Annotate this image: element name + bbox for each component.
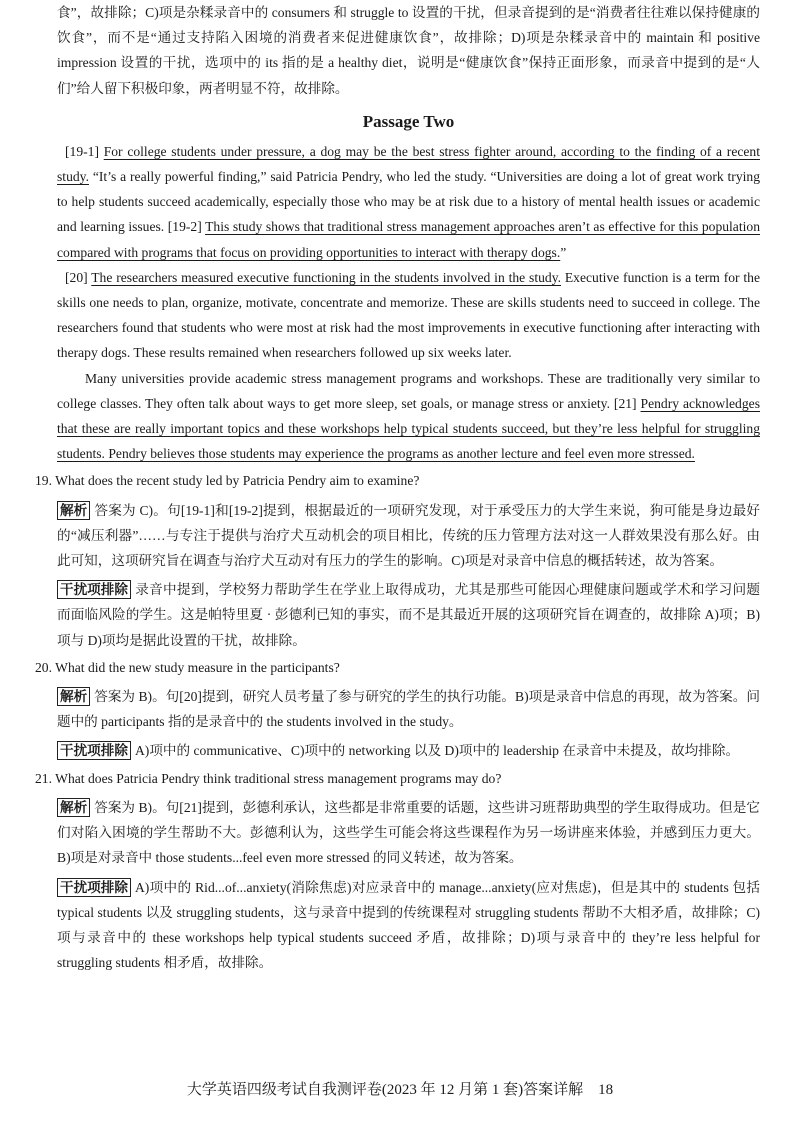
question-19: [35, 468, 760, 652]
distractor-label: 干扰项排除: [57, 580, 131, 599]
analysis-block: [57, 795, 760, 871]
distractor-block: [57, 738, 760, 763]
analysis-label: 解析: [57, 687, 90, 706]
passage-text: Many universities provide academic stress management programs and workshops. These are traditionally very similar to college classes. They often talk about ways to get more sleep, set goals, or manage stress or anxiety. [21]: [57, 370, 760, 411]
underlined-sentence: The researchers measured executive functioning in the students involved in the study.: [91, 269, 562, 285]
sentence-marker: [19-1]: [65, 143, 104, 159]
passage-title: Passage Two: [362, 111, 455, 131]
sentence-marker: [20]: [65, 269, 92, 285]
document-page: [35, 0, 760, 975]
underlined-sentence: Pendry acknowledges that these are really important topics and these workshops help typical students succeed, but they’re less helpful for struggling students. Pendry believes those students may experience the programs as another lecture and feel even more stressed.: [57, 395, 760, 462]
passage-text: Executive function is a term for the skills one needs to plan, organize, motivate, concentrate and memorize. These are skills students need to succeed in college. The researchers found that students who were most at risk had the most improvements in executive functioning after interacting with therapy dogs. These results remained when researchers followed up six weeks later.: [57, 269, 760, 361]
distractor-label: 干扰项排除: [57, 878, 131, 897]
passage-text: ”: [560, 244, 567, 260]
underlined-sentence: For college students under pressure, a dog may be the best stress fighter around, according to the finding of a recent study.: [57, 143, 760, 185]
question-text: 20. What did the new study measure in the participants?: [35, 659, 340, 675]
distractor-text: 录音中提到，学校努力帮助学生在学业上取得成功，尤其是那些可能因心理健康问题或学术和学习问题而面临风险的学生。这是帕特里夏 · 彭德利已知的事实，而不是其最近开展的这项研究旨在调查的，故排除 A)项；B)项与 D)项均是据此设置的干扰，故排除。: [57, 582, 760, 648]
question-text: 21. What does Patricia Pendry think traditional stress management programs may do?: [35, 770, 502, 786]
distractor-text: A)项中的 Rid...of...anxiety(消除焦虑)对应录音中的 manage...anxiety(应对焦虑)，但是其中的 students 包括 typical students 以及 struggling students，这与录音中提到的传统课程对 struggling students 帮助不大相矛盾，故排除；C)项与录音中的 these workshops help typical students succeed 矛盾，故排除；D)项与录音中的 they’re less helpful for struggling students 相矛盾，故排除。: [57, 879, 760, 971]
distractor-label: 干扰项排除: [57, 741, 131, 760]
analysis-text: 答案为 C)。句[19-1]和[19-2]提到，根据最近的一项研究发现，对于承受压力的大学生来说，狗可能是身边最好的“减压利器”……与专注于提供与治疗犬互动机会的项目相比，传统的压力管理方法对这一人群效果没有那么好。由此可知，这项研究旨在调查与治疗犬互动对有压力的学生的影响。C)项是对录音中信息的概括转述，故为答案。: [57, 502, 760, 569]
question-21: [35, 766, 760, 976]
analysis-block: [57, 498, 760, 574]
passage-paragraph-1: [57, 139, 760, 265]
analysis-text: 答案为 B)。句[20]提到，研究人员考量了参与研究的学生的执行功能。B)项是录音中信息的再现，故为答案。问题中的 participants 指的是录音中的 the students involved in the study。: [57, 689, 760, 730]
analysis-label: 解析: [57, 501, 90, 520]
passage-paragraph-3: [57, 366, 760, 467]
page-footer: 大学英语四级考试自我测评卷(2023 年 12 月第 1 套)答案详解 18: [186, 1082, 614, 1098]
previous-explanation-paragraph: 食”，故排除；C)项是杂糅录音中的 consumers 和 struggle to 设置的干扰，但录音提到的是“消费者往往难以保持健康的饮食”，而不是“通过支持陷入困境的消费者来促进健康饮食”，故排除；D)项是杂糅录音中的 maintain 和 positive impression 设置的干扰，选项中的 its 指的是 a healthy diet，说明是“健康饮食”保持正面形象，而录音中提到的是“人们”给人留下积极印象，两者明显不符，故排除。: [57, 5, 760, 96]
analysis-label: 解析: [57, 798, 90, 817]
underlined-sentence: This study shows that traditional stress management approaches aren’t as effective for this population compared with programs that focus on providing opportunities to interact with therapy dogs.: [57, 219, 760, 260]
question-20: [35, 655, 760, 764]
analysis-text: 答案为 B)。句[21]提到，彭德利承认，这些都是非常重要的话题，这些讲习班帮助典型的学生取得成功。但是它们对陷入困境的学生帮助不大。彭德利认为，这些学生可能会将这些课程作为另一场讲座来体验，并感到压力更大。B)项是对录音中 those students...feel even more stressed 的同义转述，故为答案。: [57, 799, 760, 866]
question-text: 19. What does the recent study led by Patricia Pendry aim to examine?: [35, 473, 420, 489]
distractor-block: [57, 577, 760, 653]
distractor-text: A)项中的 communicative、C)项中的 networking 以及 D)项中的 leadership 在录音中未提及，故均排除。: [134, 743, 740, 759]
distractor-block: [57, 875, 760, 976]
analysis-block: [57, 684, 760, 734]
passage-text: “It’s a really powerful finding,” said Patricia Pendry, who led the study. “Universities are doing a lot of great work trying to help students succeed academically, especially those who may be at risk due to a history of mental health issues or academic and learning issues. [19-2]: [57, 169, 760, 235]
passage-paragraph-2: [57, 265, 760, 366]
